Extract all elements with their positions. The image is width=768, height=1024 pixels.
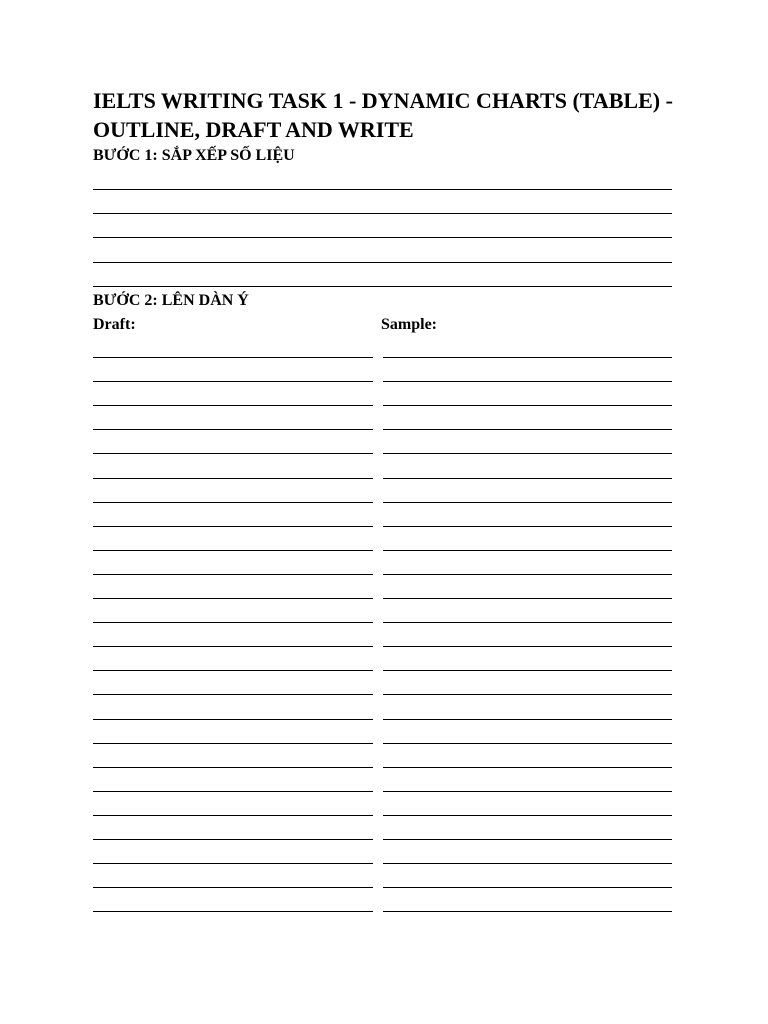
draft-blank-line — [93, 670, 373, 671]
page-title: IELTS WRITING TASK 1 - DYNAMIC CHARTS (TABLE) - OUTLINE, DRAFT AND WRITE — [93, 88, 673, 142]
draft-blank-line — [93, 429, 373, 430]
sample-blank-line — [383, 815, 672, 816]
sample-blank-line — [383, 357, 672, 358]
sample-blank-line — [383, 719, 672, 720]
draft-label: Draft: — [93, 316, 136, 333]
sample-blank-line — [383, 622, 672, 623]
draft-blank-line — [93, 598, 373, 599]
draft-blank-line — [93, 887, 373, 888]
draft-blank-line — [93, 839, 373, 840]
sample-blank-line — [383, 598, 672, 599]
sample-blank-line — [383, 429, 672, 430]
step1-blank-line — [93, 189, 672, 190]
draft-blank-line — [93, 357, 373, 358]
sample-blank-line — [383, 670, 672, 671]
draft-blank-line — [93, 646, 373, 647]
sample-blank-line — [383, 453, 672, 454]
sample-blank-line — [383, 863, 672, 864]
sample-blank-line — [383, 646, 672, 647]
sample-blank-line — [383, 694, 672, 695]
sample-blank-line — [383, 743, 672, 744]
sample-blank-line — [383, 887, 672, 888]
draft-blank-line — [93, 574, 373, 575]
step1-heading: BƯỚC 1: SẮP XẾP SỐ LIỆU — [93, 147, 295, 164]
draft-blank-line — [93, 694, 373, 695]
step1-blank-line — [93, 213, 672, 214]
sample-blank-line — [383, 550, 672, 551]
sample-blank-line — [383, 911, 672, 912]
sample-blank-line — [383, 502, 672, 503]
step1-blank-line — [93, 237, 672, 238]
sample-blank-line — [383, 767, 672, 768]
draft-blank-line — [93, 405, 373, 406]
step2-heading: BƯỚC 2: LÊN DÀN Ý — [93, 292, 249, 309]
sample-blank-line — [383, 791, 672, 792]
draft-blank-line — [93, 719, 373, 720]
sample-blank-line — [383, 839, 672, 840]
draft-blank-line — [93, 526, 373, 527]
sample-blank-line — [383, 526, 672, 527]
draft-blank-line — [93, 911, 373, 912]
draft-blank-line — [93, 550, 373, 551]
draft-blank-line — [93, 502, 373, 503]
draft-blank-line — [93, 622, 373, 623]
sample-blank-line — [383, 478, 672, 479]
draft-blank-line — [93, 478, 373, 479]
draft-blank-line — [93, 743, 373, 744]
sample-label: Sample: — [381, 316, 437, 333]
sample-blank-line — [383, 381, 672, 382]
draft-blank-line — [93, 863, 373, 864]
step1-blank-line — [93, 286, 672, 287]
draft-blank-line — [93, 767, 373, 768]
draft-blank-line — [93, 453, 373, 454]
step1-blank-line — [93, 262, 672, 263]
draft-blank-line — [93, 381, 373, 382]
draft-blank-line — [93, 791, 373, 792]
sample-blank-line — [383, 405, 672, 406]
draft-blank-line — [93, 815, 373, 816]
sample-blank-line — [383, 574, 672, 575]
